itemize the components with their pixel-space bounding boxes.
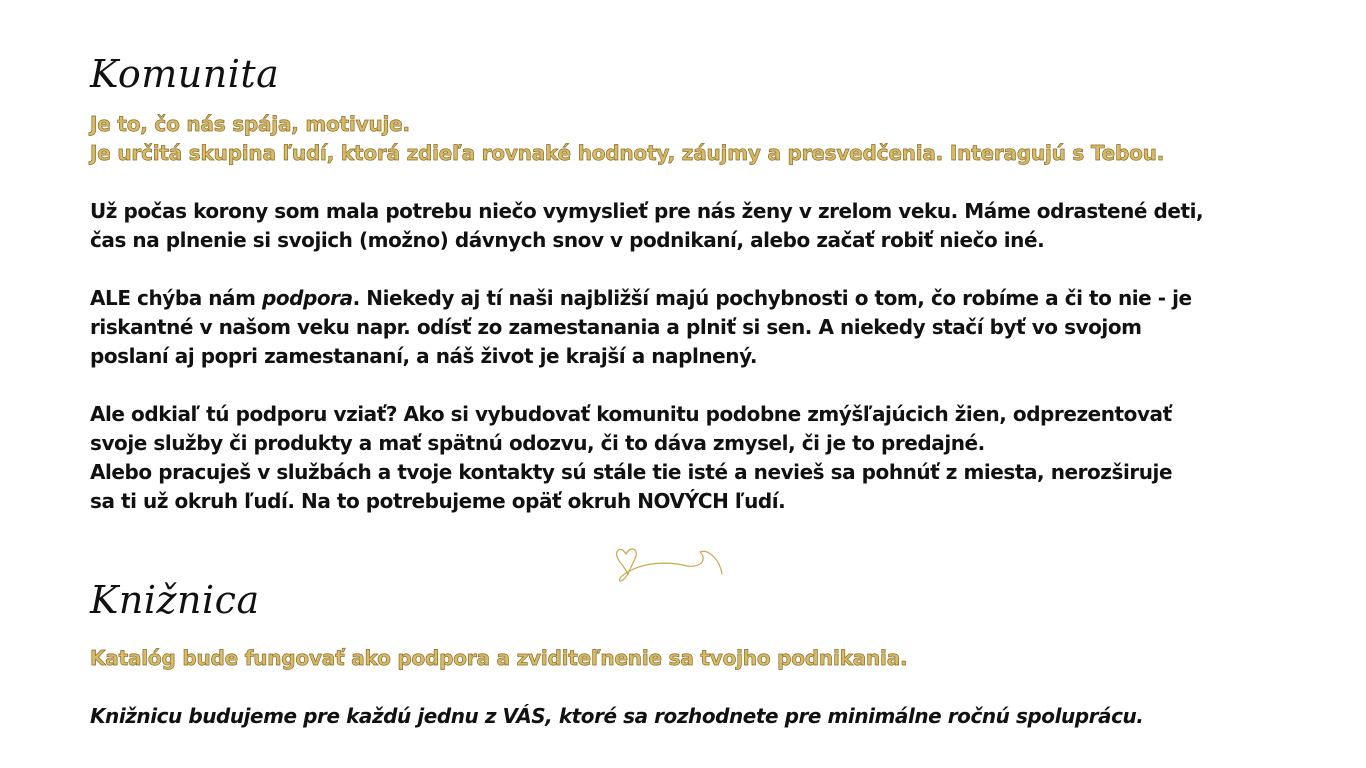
paragraph-line: Alebo pracuješ v službách a tvoje kontakty sú stále tie isté a nevieš sa pohnúť z miesta, nerozširuje — [90, 460, 1173, 484]
text-run: ALE chýba nám — [90, 286, 262, 310]
paragraph-where — [90, 400, 1350, 516]
community-heading: Komunita — [90, 52, 280, 96]
paragraph-line: sa ti už okruh ľudí. Na to potrebujeme opäť okruh NOVÝCH ľudí. — [90, 489, 786, 513]
paragraph-line: poslaní aj popri zamestananí, a náš život je krajší a naplnený. — [90, 344, 757, 368]
paragraph-covid — [90, 197, 1350, 255]
paragraph-line: čas na plnenie si svojich (možno) dávnych snov v podnikaní, alebo začať robiť niečo iné. — [90, 228, 1045, 252]
library-note: Knižnicu budujeme pre každú jednu z VÁS, ktoré sa rozhodnete pre minimálne ročnú spoluprácu. — [90, 704, 1144, 728]
library-intro: Katalóg bude fungovať ako podpora a zviditeľnenie sa tvojho podnikania. — [90, 646, 908, 670]
community-intro — [90, 110, 1350, 168]
community-section — [90, 48, 1350, 516]
intro-line: Je určitá skupina ľudí, ktorá zdieľa rovnaké hodnoty, záujmy a presvedčenia. Interagujú s Tebou. — [90, 141, 1165, 165]
paragraph-line: riskantné v našom veku napr. odísť zo zamestanania a plniť si sen. A niekedy stačí byť vo svojom — [90, 315, 1142, 339]
paragraph-line: svoje služby či produkty a mať spätnú odozvu, či to dáva zmysel, či je to predajné. — [90, 431, 985, 455]
text-run: . Niekedy aj tí naši najbližší majú pochybnosti o tom, čo robíme a či to nie - je — [352, 286, 1192, 310]
paragraph-line — [90, 284, 1350, 313]
paragraph-support — [90, 284, 1350, 371]
intro-line: Je to, čo nás spája, motivuje. — [90, 112, 410, 136]
library-section — [90, 574, 1350, 731]
paragraph-line: Ale odkiaľ tú podporu vziať? Ako si vybudovať komunitu podobne zmýšľajúcich žien, odprezentovať — [90, 402, 1172, 426]
library-heading: Knižnica — [90, 578, 260, 622]
emphasis-podpora: podpora — [262, 286, 353, 310]
paragraph-line: Už počas korony som mala potrebu niečo vymyslieť pre nás ženy v zrelom veku. Máme odrastené deti, — [90, 199, 1204, 223]
